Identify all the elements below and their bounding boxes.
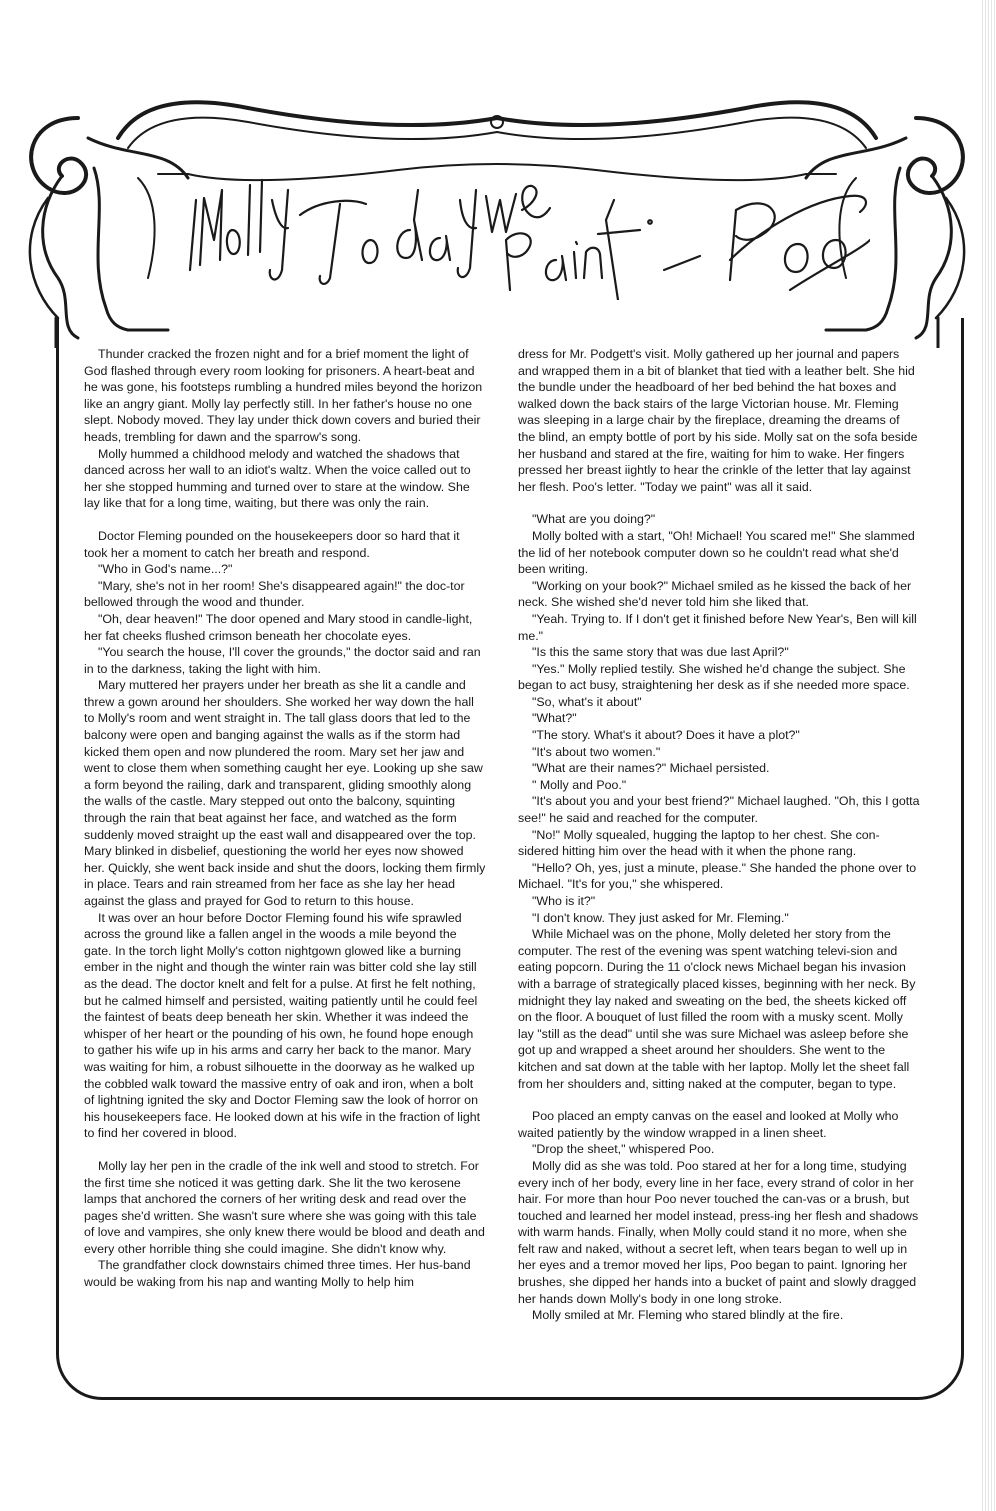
paragraph: Molly lay her pen in the cradle of the ink well and stood to stretch. For the first time she noticed it was getting dark. She lit the two kerosene lamps that anchored the corners of her writing desk and read over the pages she'd written. She wasn't sure where she was going with this tale of love and vampires, she only knew there would be blood and death and every other horrible thing she could imagine. She didn't know why. <box>84 1158 485 1256</box>
paragraph: Thunder cracked the frozen night and for a brief moment the light of God flashed through every room looking for prisoners. A heart-beat and he was gone, his footsteps rumbling a hundred miles beyond the horizon like an angry giant. Molly lay perfectly still. In her father's house no one slept. Nobody moved. They lay under thick down covers and buried their heads, trembling for dawn and the sparrow's song. <box>84 347 483 444</box>
page-edge-shading <box>982 0 996 1511</box>
paragraph: "Yes." Molly replied testily. She wished he'd change the subject. She began to act busy, straightening her desk as if she needed more space. <box>518 661 910 693</box>
paragraph: It was over an hour before Doctor Fleming found his wife sprawled across the ground like a fallen angel in the woods a mile beyond the gate. In the torch light Molly's cotton nightgown glowed like a burning ember in the night and though the winter rain was bitter cold she lay still as the dead. The doctor knelt and felt for a pulse. At first he felt nothing, but he calmed himself and persisted, waiting patiently until he could feel the faintest of beats deep beneath her skin. Whether it was indeed the whisper of her heart or the pounding of his own, he found hope enough to gather his wife up in his arms and carry her back to the manor. Mary was waiting for him, a robust silhouette in the doorway as he walked up the cobbled walk toward the massive entry of oak and iron, when a bolt of lightning ignited the sky and Doctor Fleming saw the look of horror on his housekeepers face. He looked down at his wife in the fraction of light to find her covered in blood. <box>84 910 481 1141</box>
paragraph: "I don't know. They just asked for Mr. Fleming." <box>532 910 789 925</box>
paragraph: "It's about two women." <box>532 744 661 759</box>
paragraph: "Mary, she's not in her room! She's disappeared again!" the doc-tor bellowed through the wood and thunder. <box>84 578 465 610</box>
paragraph: Molly did as she was told. Poo stared at her for a long time, studying every inch of her body, every line in her face, every strand of color in her hair. For more than hour Poo never touched the can-vas or a brush, but touched and learned her model instead, press-ing her flesh and shadows with warm hands. Finally, when Molly could stand it no more, when she felt raw and naked, without a secret left, when tears began to well up in her eyes and a tremor moved her lips, Poo began to paint. Ignoring her brushes, she dipped her hands into a bucket of paint and slowly dragged her hands down Molly's body in one long stroke. <box>518 1158 919 1306</box>
paragraph: "So, what's it about" <box>532 694 642 709</box>
paragraph: "What are you doing?" <box>532 512 656 527</box>
paragraph: The grandfather clock downstairs chimed three times. Her hus-band would be waking from his nap and wanting Molly to help him <box>84 1258 471 1290</box>
paragraph: "Working on your book?" Michael smiled as he kissed the back of her neck. She wished she'd never told him she liked that. <box>518 578 912 610</box>
paragraph: "The story. What's it about? Does it have a plot?" <box>532 728 800 743</box>
paragraph: While Michael was on the phone, Molly deleted her story from the computer. The rest of the evening was spent watching televi-sion and eating popcorn. During the 11 o'clock news Michael began his invasion with a barrage of strategically placed kisses, beginning with her neck. By midnight they lay naked and sweating on the bed, the sheets kicked off on the floor. A bouquet of lust filled the room with a musky scent. Molly lay "still as the dead" until she was sure Michael was asleep before she got up and wrapped a sheet around her shoulders. She went to the kitchen and sat down at the table with her laptop. Molly let the sheet fall from her shoulders and, sitting naked at the computer, began to type. <box>518 927 916 1091</box>
paragraph: "No!" Molly squealed, hugging the laptop to her chest. She con-sidered hitting him over the head with it when the phone rang. <box>518 827 880 859</box>
handwritten-title-text: Molly Today we paint - Poo <box>514 230 526 231</box>
paragraph: "Oh, dear heaven!" The door opened and Mary stood in candle-light, her fat cheeks flushed crimson beneath her chocolate eyes. <box>84 611 473 643</box>
paragraph: "Drop the sheet," whispered Poo. <box>532 1142 715 1157</box>
paragraph: Poo placed an empty canvas on the easel and looked at Molly who waited patiently by the window wrapped in a linen sheet. <box>518 1109 899 1140</box>
paragraph: Molly smiled at Mr. Fleming who stared blindly at the fire. <box>532 1308 844 1323</box>
paragraph: Molly bolted with a start, "Oh! Michael! You scared me!" She slammed the lid of her notebook computer down so he couldn't read what she'd been writing. <box>518 528 915 577</box>
paragraph: "Who in God's name...?" <box>98 562 233 577</box>
paragraph: " Molly and Poo." <box>532 777 627 792</box>
paragraph: dress for Mr. Podgett's visit. Molly gathered up her journal and papers and wrapped them in a bit of blanket that tied with a leather belt. She hid the bundle under the headboard of her bed behind the hat boxes and walked down the back stairs of the large Victorian house. Mr. Fleming was sleeping in a large chair by the fireplace, dreaming the dreams of the blind, an empty bottle of port by his side. Molly sat on the sofa beside her husband and stared at the fire, waiting for him to wake. Her fingers pressed her breast iightly to hear the crinkle of the letter that lay against her flesh. Poo's letter. "Today we paint" was all it said. <box>518 347 918 494</box>
paragraph: "Yeah. Trying to. If I don't get it finished before New Year's, Ben will kill me." <box>518 611 917 643</box>
paragraph: "Who is it?" <box>532 894 596 908</box>
paragraph: "It's about you and your best friend?" Michael laughed. "Oh, this I gotta see!" he said and reached for the computer. <box>518 794 920 826</box>
handwritten-title <box>170 160 870 300</box>
paragraph: Doctor Fleming pounded on the housekeepers door so hard that it took her a moment to catch her breath and respond. <box>84 528 460 560</box>
paragraph: Molly hummed a childhood melody and watched the shadows that danced across her wall to an idiot's waltz. When the voice called out to her she stopped humming and turned over to stare at the window. She lay like that for a long time, waiting, but there was only the rain. <box>84 446 471 511</box>
story-column-right <box>518 346 920 1324</box>
story-column-left <box>84 346 486 1291</box>
paragraph: "What are their names?" Michael persisted. <box>532 761 770 776</box>
paragraph: Mary muttered her prayers under her breath as she lit a candle and threw a gown around her shoulders. She worked her way down the hall to Molly's room and went straight in. The tall glass doors that led to the balcony were open and banging against the walls as if the storm had kicked them open and now plundered the room. Mary set her jaw and went to close them when something caught her eye. Looking up she saw a form beyond the railing, dark and transparent, gliding smoothly along the walls of the castle. Mary stepped out onto the balcony, squinting through the rain that beat against her face, and watched as the form suddenly moved straight up the east wall and disappeared over the top. Mary blinked in disbelief, questioning the world her eyes now showed her. Quickly, she went back inside and shut the doors, locking them firmly in place. Tears and rain streamed from her face as she lay her head against the glass and prayed for God to return to this house. <box>84 678 486 908</box>
paragraph: "Is this the same story that was due last April?" <box>532 645 789 660</box>
paragraph: "You search the house, I'll cover the grounds," the doctor said and ran in to the darkness, taking the light with him. <box>84 645 481 676</box>
paragraph: "Hello? Oh, yes, just a minute, please." She handed the phone over to Michael. "It's for you," she whispered. <box>518 860 917 892</box>
paragraph: "What?" <box>532 711 577 726</box>
